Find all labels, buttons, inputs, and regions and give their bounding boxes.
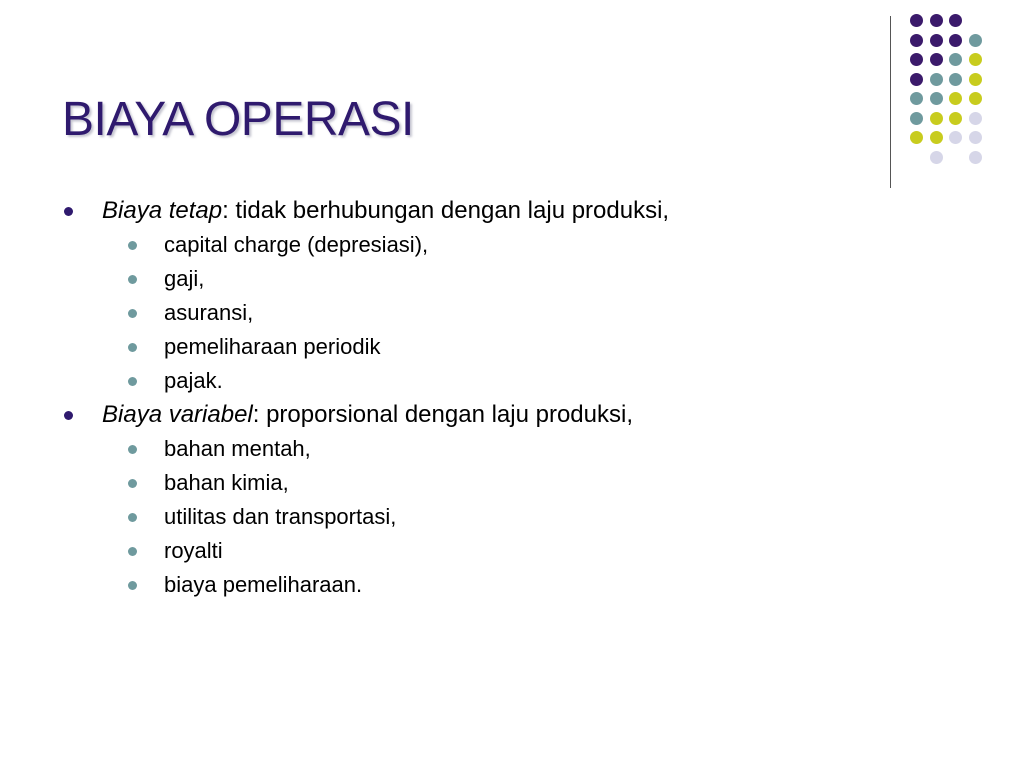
decorative-dot-teal [930,92,943,105]
decorative-dot-grid [910,14,1006,166]
sub-bullet-dot-icon [128,547,137,556]
slide-title: BIAYA OPERASI [62,93,414,146]
decorative-dot-purple [949,34,962,47]
sub-bullet-dot-icon [128,479,137,488]
sub-bullet-text: utilitas dan transportasi, [164,504,397,529]
sub-bullet-text: royalti [164,538,223,563]
sub-bullet-text: asuransi, [164,300,254,325]
decorative-dot-yellow [930,112,943,125]
description-fixed-cost: : tidak berhubungan dengan laju produksi, [222,197,670,224]
description-variable-cost: : proporsional dengan laju produksi, [252,401,633,428]
sub-bullet-dot-icon [128,513,137,522]
decorative-dot-purple [930,53,943,66]
sub-bullet-item [60,262,880,296]
decorative-dot-teal [949,53,962,66]
decorative-dot-purple [910,34,923,47]
sub-bullet-item [60,568,880,602]
decorative-dot-yellow [910,131,923,144]
sub-bullet-dot-icon [128,445,137,454]
decorative-dot-teal [910,112,923,125]
decorative-dot-purple [930,34,943,47]
decorative-dot-lavender [969,131,982,144]
decorative-dot-yellow [949,92,962,105]
sub-bullet-dot-icon [128,377,137,386]
vertical-divider [890,16,891,188]
decorative-dot-lavender [930,151,943,164]
term-variable-cost: Biaya variabel [102,401,253,428]
sub-bullet-item [60,432,880,466]
decorative-dot-yellow [930,131,943,144]
decorative-dot-teal [969,34,982,47]
term-fixed-cost: Biaya tetap [102,197,223,224]
sub-bullet-text: bahan kimia, [164,470,289,495]
bullet-list [60,194,880,602]
sub-bullet-item [60,228,880,262]
decorative-dot-lavender [949,131,962,144]
decorative-dot-purple [949,14,962,27]
decorative-dot-teal [949,73,962,86]
decorative-dot-teal [930,73,943,86]
sub-bullet-item [60,296,880,330]
decorative-dot-yellow [969,53,982,66]
bullet-dot-icon [64,411,73,420]
sub-bullet-text: bahan mentah, [164,436,311,461]
sub-bullet-item [60,500,880,534]
sub-bullet-text: pemeliharaan periodik [164,334,381,359]
sub-bullet-text: pajak. [164,368,223,393]
decorative-dot-teal [910,92,923,105]
sub-bullet-dot-icon [128,309,137,318]
decorative-dot-purple [910,73,923,86]
sub-bullet-item [60,330,880,364]
sub-bullet-text: capital charge (depresiasi), [164,232,429,257]
sub-bullet-item [60,364,880,398]
decorative-dot-purple [910,14,923,27]
decorative-dot-yellow [949,112,962,125]
decorative-dot-yellow [969,92,982,105]
decorative-dot-lavender [969,151,982,164]
bullet-item-variable-cost [60,398,880,432]
sub-bullet-dot-icon [128,343,137,352]
decorative-dot-purple [910,53,923,66]
decorative-dot-lavender [969,112,982,125]
sub-bullet-text: biaya pemeliharaan. [164,572,363,597]
sub-bullet-dot-icon [128,241,137,250]
sub-bullet-dot-icon [128,581,137,590]
bullet-dot-icon [64,207,73,216]
decorative-dot-purple [930,14,943,27]
bullet-item-fixed-cost [60,194,880,228]
sub-bullet-text: gaji, [164,266,205,291]
sub-bullet-item [60,466,880,500]
decorative-dot-yellow [969,73,982,86]
sub-bullet-item [60,534,880,568]
sub-bullet-dot-icon [128,275,137,284]
